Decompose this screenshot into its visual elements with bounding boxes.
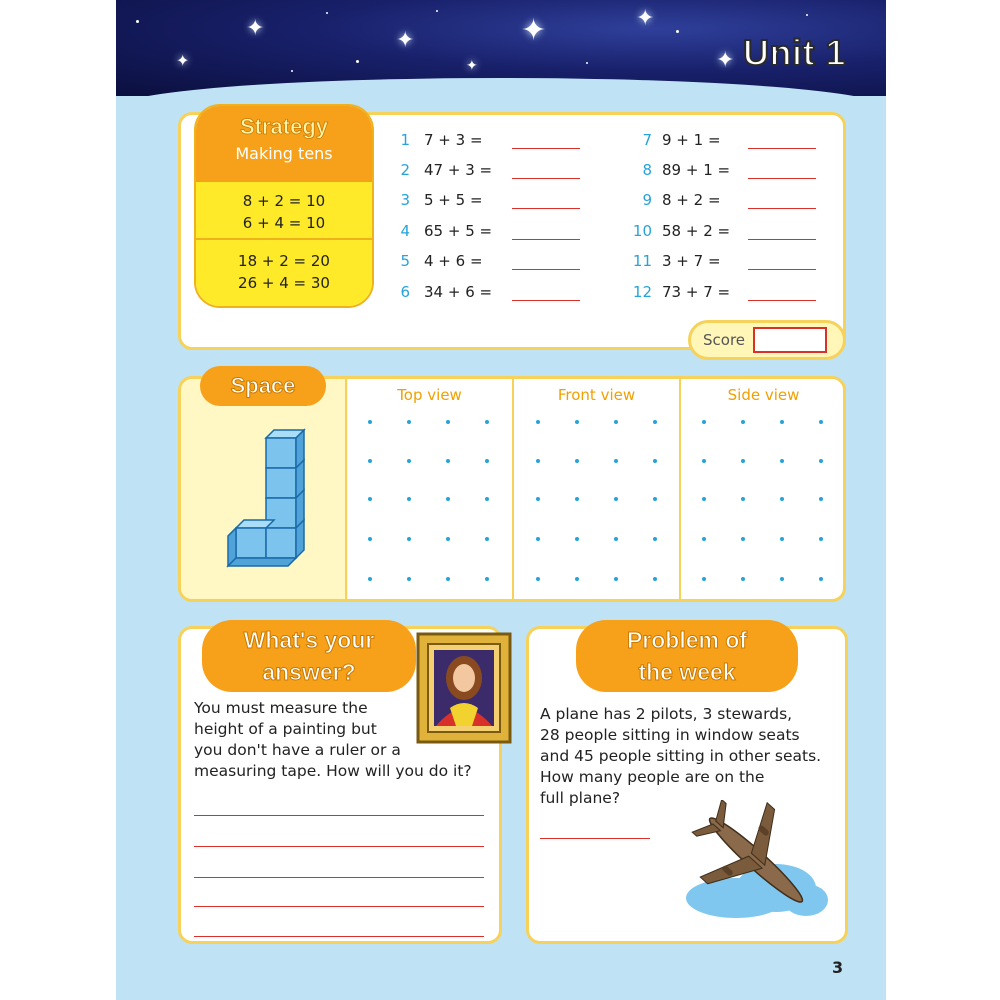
answer-line[interactable] <box>748 178 816 179</box>
problem-text: A plane has 2 pilots, 3 stewards, 28 people sitting in window seats and 45 people sitting in other seats. How many people are on the full plane? <box>540 705 822 807</box>
grid-dot <box>819 459 823 463</box>
grid-dot <box>780 459 784 463</box>
grid-dot <box>780 577 784 581</box>
grid-dot <box>819 497 823 501</box>
question-number: 10 <box>632 222 652 240</box>
question-number: 11 <box>632 252 652 270</box>
question-expression: 58 + 2 = <box>662 222 731 240</box>
side-view-label: Side view <box>727 386 800 404</box>
grid-dot <box>536 420 540 424</box>
score-pill <box>688 320 846 360</box>
answer-line[interactable] <box>748 300 816 301</box>
strategy-title: Strategy <box>239 114 329 139</box>
problem-answer-line[interactable] <box>540 838 650 839</box>
answer-line[interactable] <box>512 269 580 270</box>
grid-dot <box>407 459 411 463</box>
grid-dot <box>485 459 489 463</box>
question-expression: 5 + 5 = <box>424 191 483 209</box>
star-icon: ✦ <box>521 13 547 48</box>
grid-dot <box>368 420 372 424</box>
answer-line[interactable] <box>748 239 816 240</box>
grid-dot <box>575 537 579 541</box>
answer-writing-line[interactable] <box>194 906 484 907</box>
front-view-label: Front view <box>557 386 636 404</box>
question-number: 12 <box>632 283 652 301</box>
question-number: 9 <box>642 191 652 209</box>
answer-writing-line[interactable] <box>194 846 484 847</box>
answer-title: What's your answer? <box>202 620 416 692</box>
strategy-example: 8 + 2 = 10 <box>242 192 326 210</box>
answer-writing-line[interactable] <box>194 936 484 937</box>
question-expression: 3 + 7 = <box>662 252 721 270</box>
grid-dot <box>614 420 618 424</box>
grid-dot <box>741 497 745 501</box>
grid-dot <box>446 497 450 501</box>
grid-dot <box>741 537 745 541</box>
airplane-illustration <box>676 800 836 930</box>
grid-dot <box>653 577 657 581</box>
question-expression: 4 + 6 = <box>424 252 483 270</box>
question-expression: 9 + 1 = <box>662 131 721 149</box>
workbook-page <box>116 0 886 1000</box>
answer-writing-line[interactable] <box>194 877 484 878</box>
star-icon: ✦ <box>176 51 190 70</box>
grid-dot <box>741 459 745 463</box>
unit-title: Unit 1 <box>742 32 846 73</box>
answer-line[interactable] <box>512 178 580 179</box>
grid-dot <box>485 420 489 424</box>
grid-dot <box>407 497 411 501</box>
star-icon: ✦ <box>716 48 735 73</box>
grid-dot <box>446 577 450 581</box>
strategy-example: 18 + 2 = 20 <box>238 252 330 270</box>
grid-dot <box>368 459 372 463</box>
grid-dot <box>614 537 618 541</box>
score-label: Score <box>703 331 746 349</box>
grid-dot <box>536 497 540 501</box>
question-number: 8 <box>642 161 652 179</box>
answer-line[interactable] <box>748 208 816 209</box>
grid-dot <box>536 577 540 581</box>
grid-dot <box>446 537 450 541</box>
grid-dot <box>407 577 411 581</box>
grid-dot <box>653 459 657 463</box>
space-title: Space <box>200 366 326 406</box>
answer-line[interactable] <box>748 269 816 270</box>
grid-dot <box>575 459 579 463</box>
grid-dot <box>819 577 823 581</box>
problem-title: Problem of the week <box>576 620 798 692</box>
question-number: 4 <box>400 222 410 240</box>
answer-writing-line[interactable] <box>194 815 484 816</box>
grid-dot <box>485 577 489 581</box>
top-view-label: Top view <box>397 386 462 404</box>
star-icon: ✦ <box>396 28 415 53</box>
grid-dot <box>446 420 450 424</box>
star-icon: ✦ <box>246 16 265 41</box>
question-number: 5 <box>400 252 410 270</box>
answer-line[interactable] <box>512 148 580 149</box>
grid-dot <box>575 577 579 581</box>
grid-dot <box>407 537 411 541</box>
strategy-box <box>194 104 374 308</box>
question-expression: 65 + 5 = <box>424 222 493 240</box>
grid-dot <box>819 420 823 424</box>
grid-dot <box>575 497 579 501</box>
page-number: 3 <box>832 958 844 977</box>
grid-dot <box>536 537 540 541</box>
grid-dot <box>575 420 579 424</box>
question-expression: 7 + 3 = <box>424 131 483 149</box>
question-number: 1 <box>400 131 410 149</box>
question-number: 7 <box>642 131 652 149</box>
question-number: 6 <box>400 283 410 301</box>
grid-dot <box>702 537 706 541</box>
grid-dot <box>780 537 784 541</box>
grid-dot <box>702 459 706 463</box>
answer-question-text: You must measure the height of a painting but you don't have a ruler or a measuring tape. How will you do it? <box>194 699 472 780</box>
grid-dot <box>653 537 657 541</box>
grid-dot <box>614 497 618 501</box>
grid-dot <box>446 459 450 463</box>
strategy-subtitle: Making tens <box>235 144 333 163</box>
answer-line[interactable] <box>512 300 580 301</box>
grid-dot <box>485 497 489 501</box>
grid-dot <box>653 420 657 424</box>
answer-line[interactable] <box>748 148 816 149</box>
grid-dot <box>702 577 706 581</box>
grid-dot <box>741 577 745 581</box>
grid-dot <box>368 577 372 581</box>
grid-dot <box>741 420 745 424</box>
grid-dot <box>702 420 706 424</box>
grid-dot <box>653 497 657 501</box>
grid-dot <box>368 497 372 501</box>
grid-dot <box>536 459 540 463</box>
cube-stack-illustration <box>224 428 314 578</box>
question-number: 3 <box>400 191 410 209</box>
star-icon: ✦ <box>636 6 655 31</box>
question-expression: 8 + 2 = <box>662 191 721 209</box>
grid-dot <box>614 459 618 463</box>
question-expression: 73 + 7 = <box>662 283 731 301</box>
question-expression: 34 + 6 = <box>424 283 493 301</box>
question-number: 2 <box>400 161 410 179</box>
score-input-box[interactable] <box>753 327 827 353</box>
question-expression: 47 + 3 = <box>424 161 493 179</box>
grid-dot <box>614 577 618 581</box>
question-expression: 89 + 1 = <box>662 161 731 179</box>
answer-line[interactable] <box>512 239 580 240</box>
grid-dot <box>485 537 489 541</box>
strategy-example: 6 + 4 = 10 <box>242 214 326 232</box>
star-icon: ✦ <box>466 58 478 74</box>
strategy-example: 26 + 4 = 30 <box>238 274 330 292</box>
grid-dot <box>702 497 706 501</box>
grid-dot <box>407 420 411 424</box>
grid-dot <box>368 537 372 541</box>
grid-dot <box>819 537 823 541</box>
answer-line[interactable] <box>512 208 580 209</box>
grid-dot <box>780 497 784 501</box>
grid-dot <box>780 420 784 424</box>
